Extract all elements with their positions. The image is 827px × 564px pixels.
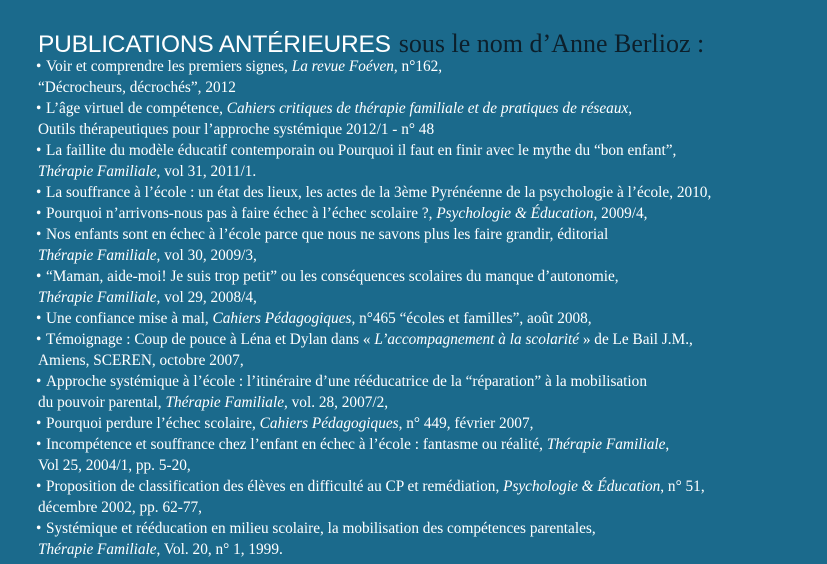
publication-text: La souffrance à l’école : un état des lieux, les actes de la 3ème Pyrénéenne de la psychologie à l’école, 2010, xyxy=(46,184,712,201)
bullet-icon: • xyxy=(36,184,42,201)
publication-line xyxy=(36,371,818,392)
bullet-icon: • xyxy=(36,331,42,348)
publication-item xyxy=(38,476,818,518)
publication-text: , vol 31, 2011/1. xyxy=(156,163,257,180)
publications-list xyxy=(38,56,818,560)
title-subtitle: sous le nom d’Anne Berlioz : xyxy=(398,29,705,58)
publication-line xyxy=(36,434,818,455)
publication-continuation-line xyxy=(38,392,818,413)
publication-text: La faillite du modèle éducatif contemporain ou Pourquoi il faut en finir avec le mythe du “bon enfant”, xyxy=(46,142,677,159)
publication-text: décembre 2002, pp. 62-77, xyxy=(38,499,202,516)
bullet-icon: • xyxy=(36,310,42,327)
publication-line xyxy=(36,224,818,245)
publication-source: Thérapie Familiale xyxy=(38,163,157,180)
publication-source: Cahiers Pédagogiques xyxy=(212,310,352,327)
publication-source: Thérapie Familiale xyxy=(165,394,284,411)
publication-line xyxy=(36,140,818,161)
publication-continuation-line xyxy=(38,350,818,371)
publication-continuation-line xyxy=(38,287,818,308)
publication-source: Cahiers critiques de thérapie familiale et de pratiques de réseaux xyxy=(226,100,629,117)
publication-continuation-line xyxy=(38,119,818,140)
publication-source: Psychologie & Éducation xyxy=(503,478,661,495)
publication-continuation-line xyxy=(38,539,818,560)
title-caps: PUBLICATIONS ANTÉRIEURES xyxy=(38,31,391,58)
publication-source: Thérapie Familiale xyxy=(38,541,157,558)
publication-source: L’accompagnement à la scolarité xyxy=(374,331,579,348)
publication-text: Outils thérapeutiques pour l’approche systémique 2012/1 - n° 48 xyxy=(38,121,435,138)
publication-text: Nos enfants sont en échec à l’école parce que nous ne savons plus les faire grandir, éditorial xyxy=(46,226,609,243)
publication-source: La revue Foéven xyxy=(291,58,394,75)
publication-text: Systémique et rééducation en milieu scolaire, la mobilisation des compétences parentales, xyxy=(46,520,596,537)
bullet-icon: • xyxy=(36,58,42,75)
publication-continuation-line xyxy=(38,161,818,182)
bullet-icon: • xyxy=(36,268,42,285)
publications-page xyxy=(38,26,818,560)
publication-text: , n°162, xyxy=(393,58,443,75)
publication-item xyxy=(38,308,818,329)
publication-text: “Décrocheurs, décrochés”, 2012 xyxy=(38,79,236,96)
publication-text: Témoignage : Coup de pouce à Léna et Dylan dans « xyxy=(46,331,375,348)
publication-item xyxy=(38,371,818,413)
bullet-icon: • xyxy=(36,373,42,390)
publication-text: Approche systémique à l’école : l’itinéraire d’une rééducatrice de la “réparation” à la mobilisation xyxy=(46,373,647,390)
publication-source: Psychologie & Éducation xyxy=(436,205,594,222)
publication-source: Thérapie Familiale xyxy=(38,247,157,264)
publication-text: Voir et comprendre les premiers signes, xyxy=(46,58,292,75)
bullet-icon: • xyxy=(36,142,42,159)
publication-text: , vol 29, 2008/4, xyxy=(156,289,257,306)
publication-line xyxy=(36,308,818,329)
bullet-icon: • xyxy=(36,415,42,432)
publication-line xyxy=(36,98,818,119)
publication-continuation-line xyxy=(38,455,818,476)
publication-item xyxy=(38,203,818,224)
publication-item xyxy=(38,413,818,434)
publication-text: , n°465 “écoles et familles”, août 2008, xyxy=(351,310,592,327)
publication-text: , n° 51, xyxy=(660,478,705,495)
publication-text: Une confiance mise à mal, xyxy=(46,310,213,327)
bullet-icon: • xyxy=(36,436,42,453)
publication-line xyxy=(36,266,818,287)
bullet-icon: • xyxy=(36,205,42,222)
publication-continuation-line xyxy=(38,497,818,518)
publication-text: L’âge virtuel de compétence, xyxy=(46,100,227,117)
page-title xyxy=(38,26,818,56)
publication-text: “Maman, aide-moi! Je suis trop petit” ou les conséquences scolaires du manque d’autonomie, xyxy=(46,268,619,285)
bullet-icon: • xyxy=(36,520,42,537)
publication-line xyxy=(36,182,818,203)
publication-text: Proposition de classification des élèves en difficulté au CP et remédiation, xyxy=(46,478,504,495)
publication-text: , 2009/4, xyxy=(593,205,648,222)
publication-text: Pourquoi n’arrivons-nous pas à faire échec à l’échec scolaire ?, xyxy=(46,205,437,222)
publication-text: Amiens, SCEREN, octobre 2007, xyxy=(38,352,244,369)
publication-source: Thérapie Familiale xyxy=(546,436,666,453)
publication-text: Incompétence et souffrance chez l’enfant en échec à l’école : fantasme ou réalité, xyxy=(46,436,547,453)
bullet-icon: • xyxy=(36,100,42,117)
publication-line xyxy=(36,476,818,497)
publication-item xyxy=(38,224,818,266)
bullet-icon: • xyxy=(36,478,42,495)
publication-item xyxy=(38,182,818,203)
publication-source: Cahiers Pédagogiques xyxy=(259,415,399,432)
publication-text: , xyxy=(665,436,670,453)
publication-item xyxy=(38,329,818,371)
publication-text: , vol. 28, 2007/2, xyxy=(284,394,389,411)
publication-item xyxy=(38,518,818,560)
publication-line xyxy=(36,329,818,350)
publication-text: Pourquoi perdure l’échec scolaire, xyxy=(46,415,260,432)
publication-text: » de Le Bail J.M., xyxy=(579,331,693,348)
publication-text: , xyxy=(628,100,633,117)
publication-text: , vol 30, 2009/3, xyxy=(156,247,257,264)
publication-item xyxy=(38,140,818,182)
bullet-icon: • xyxy=(36,226,42,243)
publication-item xyxy=(38,434,818,476)
publication-continuation-line xyxy=(38,77,818,98)
publication-line xyxy=(36,203,818,224)
publication-item xyxy=(38,266,818,308)
publication-line xyxy=(36,413,818,434)
publication-text: , Vol. 20, n° 1, 1999. xyxy=(156,541,283,558)
publication-line xyxy=(36,56,818,77)
publication-item xyxy=(38,56,818,98)
publication-item xyxy=(38,98,818,140)
publication-continuation-line xyxy=(38,245,818,266)
publication-source: Thérapie Familiale xyxy=(38,289,157,306)
publication-text: du pouvoir parental, xyxy=(38,394,166,411)
publication-text: Vol 25, 2004/1, pp. 5-20, xyxy=(38,457,191,474)
publication-text: , n° 449, février 2007, xyxy=(398,415,534,432)
publication-line xyxy=(36,518,818,539)
